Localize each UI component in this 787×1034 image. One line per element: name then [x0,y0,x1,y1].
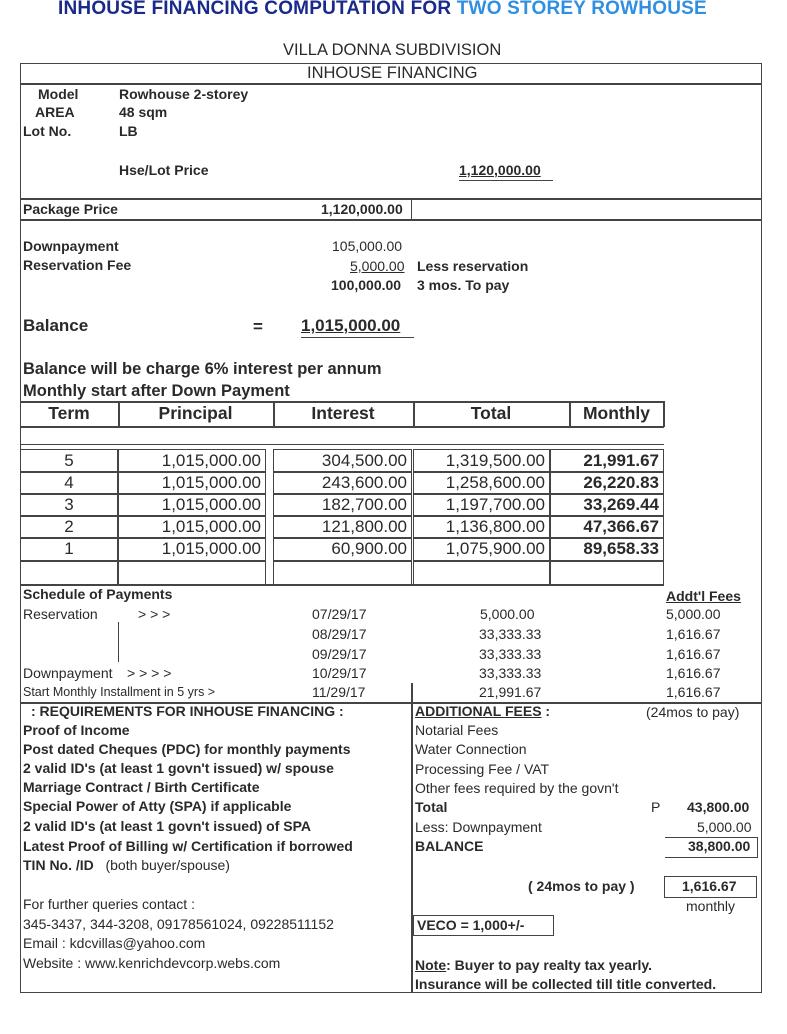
additional-fees-colon: : [545,703,551,719]
cell-interest: 60,900.00 [273,537,412,561]
schedule-arrows: > > > [138,606,171,622]
requirement-item: Special Power of Atty (SPA) if applicable [23,798,292,814]
schedule-amount: 33,333.33 [479,665,542,681]
monthly-fee-value: 1,616.67 [682,878,737,894]
col-header-total: Total [470,403,512,423]
reservation-fee-value: 5,000.00 [350,258,405,274]
info-value-area: 48 sqm [119,104,168,120]
empty-cell [118,561,266,585]
requirements-title: : REQUIREMENTS FOR INHOUSE FINANCING : [31,703,344,719]
balance-value: 1,015,000.00 [301,316,401,335]
additional-fees-pay-note: (24mos to pay) [646,704,740,720]
cell-total: 1,136,800.00 [413,515,550,539]
schedule-date: 07/29/17 [312,606,367,622]
contact-email[interactable]: Email : kdcvillas@yahoo.com [23,935,206,951]
schedule-date: 08/29/17 [312,626,367,642]
schedule-fee: 1,616.67 [666,684,721,700]
cell-total: 1,319,500.00 [413,449,550,473]
cell-monthly: 33,269.44 [550,493,664,517]
col-header-principal: Principal [158,403,233,423]
schedule-date: 11/29/17 [312,684,366,700]
note-label: Note [415,957,447,973]
cell-principal: 1,015,000.00 [118,471,266,495]
net-downpayment-value: 100,000.00 [331,277,402,293]
fees-total-label: Total [415,799,448,815]
downpayment-label: Downpayment [23,238,119,254]
net-downpayment-note: 3 mos. To pay [417,277,510,293]
cell-monthly: 21,991.67 [550,449,664,473]
schedule-amount: 21,991.67 [479,684,542,700]
fees-less-label: Less: Downpayment [415,819,542,835]
schedule-label: Reservation [23,606,98,622]
schedule-fee: 5,000.00 [666,606,721,622]
cell-principal: 1,015,000.00 [118,537,266,561]
balance-label: Balance [23,316,89,335]
requirement-item: Latest Proof of Billing w/ Certification if borrowed [23,838,353,854]
info-label-lot: Lot No. [23,123,72,139]
fee-item: Other fees required by the govn't [415,780,619,796]
cell-total: 1,258,600.00 [413,471,550,495]
fees-balance-label: BALANCE [415,838,484,854]
col-header-term: Term [48,403,90,423]
interest-note: Balance will be charge 6% interest per annum [23,360,382,378]
empty-cell [550,561,664,585]
requirement-item: Marriage Contract / Birth Certificate [23,779,260,795]
title-part1: INHOUSE FINANCING COMPUTATION FOR [58,0,457,19]
title-part2: TWO STOREY ROWHOUSE [456,0,707,19]
requirement-item: Proof of Income [23,722,130,738]
requirement-item: 2 valid ID's (at least 1 govn't issued) w/ spouse [23,760,334,776]
tin-note: (both buyer/spouse) [105,857,230,873]
schedule-fee: 1,616.67 [666,665,721,681]
schedule-amount: 33,333.33 [479,626,542,642]
less-reservation: Less reservation [417,258,529,274]
fees-balance-value: 38,800.00 [688,838,751,854]
cell-interest: 304,500.00 [273,449,412,473]
requirement-item: 2 valid ID's (at least 1 govn't issued) of SPA [23,818,312,834]
cell-interest: 121,800.00 [273,515,412,539]
downpayment-value: 105,000.00 [332,238,403,254]
cell-principal: 1,015,000.00 [118,449,266,473]
info-value-model: Rowhouse 2-storey [119,86,249,102]
hse-lot-label: Hse/Lot Price [119,162,209,178]
fee-item: Water Connection [415,741,527,757]
cell-monthly: 26,220.83 [550,471,664,495]
package-price-label: Package Price [23,201,118,217]
empty-cell [413,561,550,585]
monthly-note: Monthly start after Down Payment [23,382,290,400]
cell-principal: 1,015,000.00 [118,515,266,539]
cell-term: 2 [20,515,118,539]
col-header-monthly: Monthly [582,403,651,423]
tin-label: TIN No. /ID [23,857,94,873]
info-label-area: AREA [35,104,75,120]
fees-less-value: 5,000.00 [697,819,752,835]
page-title [58,0,707,20]
cell-term: 3 [20,493,118,517]
cell-principal: 1,015,000.00 [118,493,266,517]
schedule-fee: 1,616.67 [666,646,721,662]
cell-total: 1,197,700.00 [413,493,550,517]
fees-mos-label: ( 24mos to pay ) [528,878,635,894]
insurance-note: Insurance will be collected till title converted. [415,976,717,992]
info-value-lot: LB [119,123,138,139]
addtl-fees-header: Addt'l Fees [666,588,741,604]
box-header: INHOUSE FINANCING [307,64,478,82]
fees-total-currency: P [651,799,661,815]
fee-item: Processing Fee / VAT [415,761,550,777]
schedule-label: Downpayment [23,665,113,681]
contact-intro: For further queries contact : [23,896,195,912]
additional-fees-title-text: ADDITIONAL FEES [415,703,542,719]
info-label-model: Model [38,86,79,102]
balance-equals: = [253,317,263,336]
hse-lot-value: 1,120,000.00 [459,162,541,178]
veco-note: VECO = 1,000+/- [417,917,525,933]
schedule-title: Schedule of Payments [23,586,173,602]
schedule-date: 10/29/17 [312,665,367,681]
cell-term: 1 [20,537,118,561]
contact-website[interactable]: Website : www.kenrichdevcorp.webs.com [23,955,281,971]
cell-term: 5 [20,449,118,473]
contact-phones: 345-3437, 344-3208, 09178561024, 09228511152 [23,916,334,932]
note-text: : Buyer to pay realty tax yearly. [446,957,653,973]
fees-total-value: 43,800.00 [687,799,750,815]
schedule-amount: 33,333.33 [479,646,542,662]
col-header-interest: Interest [311,403,375,423]
realty-note [415,957,652,973]
requirement-tin [23,857,230,873]
schedule-amount: 5,000.00 [480,606,535,622]
empty-cell [273,561,412,585]
package-price-value: 1,120,000.00 [321,201,403,217]
empty-cell [20,561,118,585]
cell-monthly: 47,366.67 [550,515,664,539]
schedule-date: 09/29/17 [312,646,367,662]
reservation-fee-label: Reservation Fee [23,257,132,273]
schedule-fee: 1,616.67 [666,626,721,642]
requirement-item: Post dated Cheques (PDC) for monthly payments [23,741,351,757]
additional-fees-title [415,703,550,719]
monthly-fee-label: monthly [686,898,736,914]
cell-interest: 182,700.00 [273,493,412,517]
cell-total: 1,075,900.00 [413,537,550,561]
fee-item: Notarial Fees [415,722,499,738]
cell-interest: 243,600.00 [273,471,412,495]
subdivision-name: VILLA DONNA SUBDIVISION [283,41,502,59]
schedule-label: Start Monthly Installment in 5 yrs > [23,685,216,699]
cell-term: 4 [20,471,118,495]
cell-monthly: 89,658.33 [550,537,664,561]
schedule-arrows: > > > > [127,665,172,681]
